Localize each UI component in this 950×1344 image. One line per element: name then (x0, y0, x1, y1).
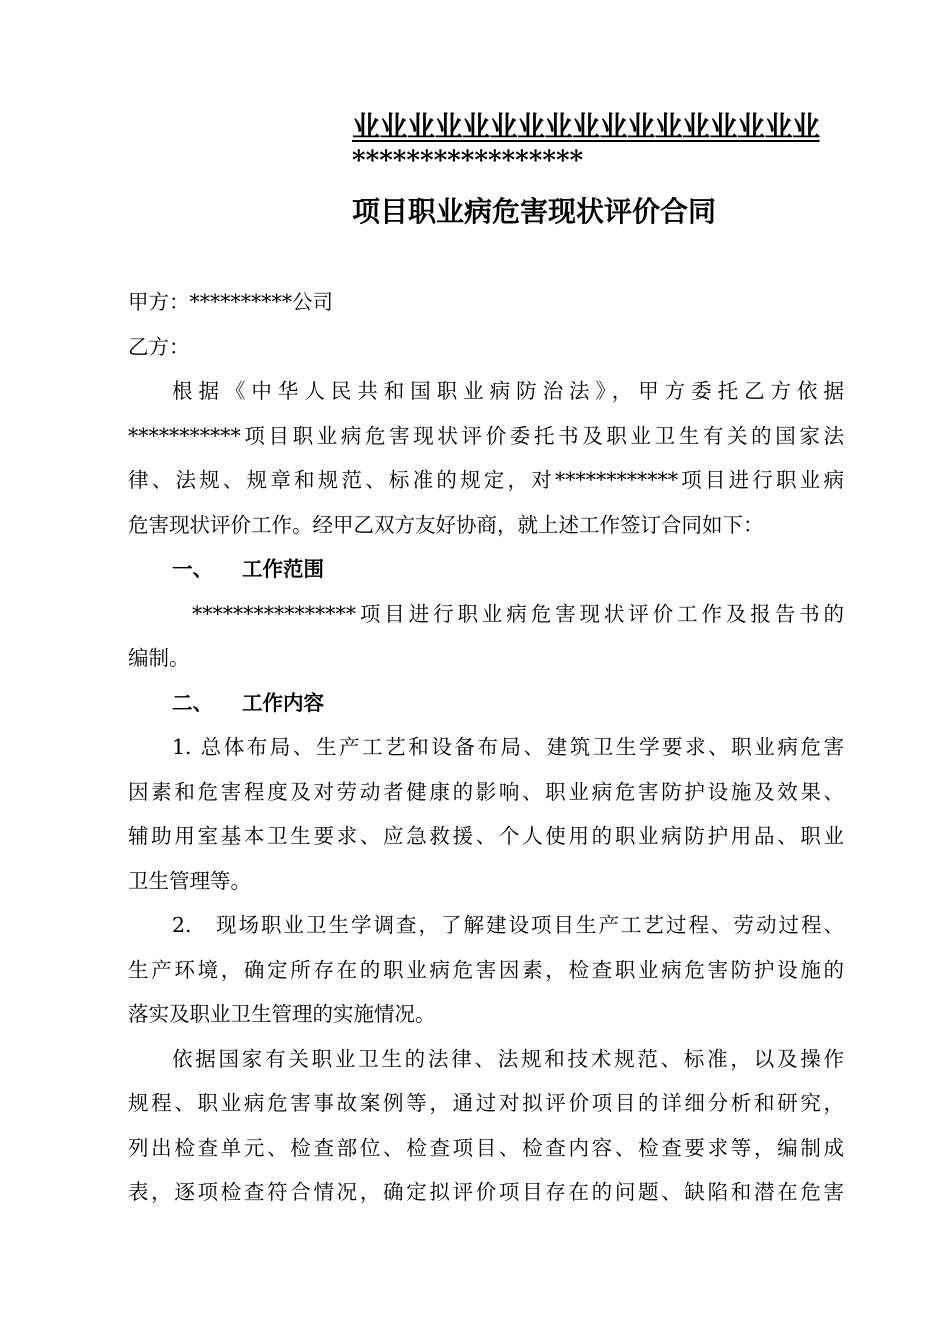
item-1-line-3: 辅助用室基本卫生要求、应急救援、个人使用的职业病防护用品、职业 (128, 824, 844, 848)
contract-title: 项目职业病危害现状评价合同 (352, 195, 717, 228)
section-1-line-1: ****************项目进行职业病危害现状评价工作及报告书的 (192, 601, 844, 626)
intro-line-1: 根据《中华人民共和国职业病防治法》，甲方委托乙方依据 (172, 379, 844, 403)
para-3-line-2: 规程、职业病危害事故案例等，通过对拟评价项目的详细分析和研究， (128, 1091, 844, 1115)
para-3-line-4: 表，逐项检查符合情况，确定拟评价项目存在的问题、缺陷和潜在危害 (128, 1180, 844, 1204)
item-1-line-4: 卫生管理等。 (128, 868, 251, 893)
intro-line-2: ***********项目职业病危害现状评价委托书及职业卫生有关的国家法 (128, 423, 844, 448)
item-2-line-3: 落实及职业卫生管理的实施情况。 (128, 1002, 436, 1026)
item-1-line-1: 1. 总体布局、生产工艺和设备布局、建筑卫生学要求、职业病危害 (172, 735, 844, 759)
section-1-title: 工作范围 (242, 557, 324, 581)
item-2-line-2: 生产环境，确定所存在的职业病危害因素，检查职业病危害防护设施的 (128, 957, 844, 982)
item-2-line-1: 2. 现场职业卫生学调查，了解建设项目生产工艺过程、劳动过程、 (172, 913, 844, 937)
party-a: 甲方：**********公司 (128, 290, 333, 314)
para-3-line-3: 列出检查单元、检查部位、检查项目、检查内容、检查要求等，编制成 (128, 1135, 844, 1160)
item-1-line-2: 因素和危害程度及对劳动者健康的影响、职业病危害防护设施及效果、 (128, 779, 844, 804)
section-1-number: 一、 (172, 557, 213, 581)
section-2-title: 工作内容 (242, 690, 324, 715)
intro-line-3: 律、法规、规章和规范、标准的规定，对************项目进行职业病 (128, 468, 844, 492)
contract-body (128, 280, 844, 1215)
section-2-heading (128, 681, 844, 726)
header-project-name: 业业业业业业业业业业业业业业业业业 (352, 110, 820, 143)
intro-line-4: 危害现状评价工作。经甲乙双方友好协商，就上述工作签订合同如下： (128, 512, 764, 537)
para-3-line-1: 依据国家有关职业卫生的法律、法规和技术规范、标准，以及操作 (172, 1046, 844, 1071)
section-1-heading (128, 547, 844, 592)
party-b: 乙方： (128, 334, 190, 359)
section-2-number: 二、 (172, 690, 213, 715)
section-1-line-2: 编制。 (128, 646, 190, 670)
header-project-placeholder: ***************** (352, 146, 584, 176)
